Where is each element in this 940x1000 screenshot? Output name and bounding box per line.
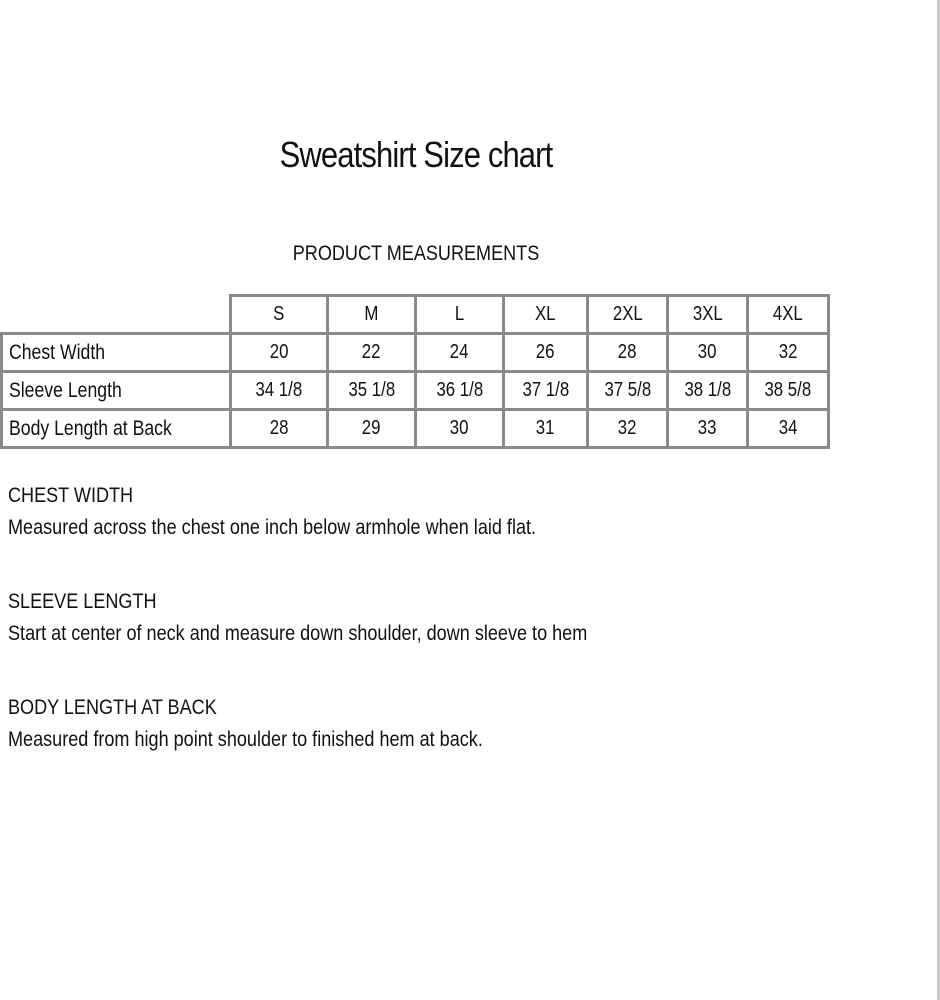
- table-cell: 20: [231, 334, 328, 372]
- table-header-row: [2, 296, 829, 334]
- row-label-body-length: Body Length at Back: [2, 410, 231, 448]
- row-label-sleeve-length: Sleeve Length: [2, 372, 231, 410]
- table-cell: 38 5/8: [748, 372, 829, 410]
- table-cell: 31: [504, 410, 588, 448]
- table-row-body-length: [2, 410, 829, 448]
- table-cell: 37 1/8: [504, 372, 588, 410]
- table-cell: 30: [416, 410, 504, 448]
- table-cell: 35 1/8: [328, 372, 416, 410]
- page-title: Sweatshirt Size chart: [279, 134, 553, 175]
- size-chart-table: [0, 294, 830, 449]
- table-cell: 28: [231, 410, 328, 448]
- table-cell: 32: [748, 334, 829, 372]
- size-header-3xl: 3XL: [668, 296, 748, 334]
- body-length-section: [8, 696, 908, 752]
- sleeve-length-section: [8, 590, 908, 646]
- size-header-4xl: 4XL: [748, 296, 829, 334]
- chest-width-description: Measured across the chest one inch below armhole when laid flat.: [8, 516, 537, 539]
- table-row-sleeve-length: [2, 372, 829, 410]
- table-row-chest-width: [2, 334, 829, 372]
- size-header-l: L: [416, 296, 504, 334]
- body-length-heading: BODY LENGTH AT BACK: [8, 696, 217, 719]
- sleeve-length-description: Start at center of neck and measure down shoulder, down sleeve to hem: [8, 622, 588, 645]
- size-header-xl: XL: [504, 296, 588, 334]
- table-cell: 29: [328, 410, 416, 448]
- table-cell: 24: [416, 334, 504, 372]
- table-cell: 38 1/8: [668, 372, 748, 410]
- row-label-chest-width: Chest Width: [2, 334, 231, 372]
- table-cell: 34 1/8: [231, 372, 328, 410]
- table-cell: 34: [748, 410, 829, 448]
- table-cell: 33: [668, 410, 748, 448]
- size-header-2xl: 2XL: [588, 296, 668, 334]
- table-cell: 37 5/8: [588, 372, 668, 410]
- table-corner-cell: [2, 296, 231, 334]
- table-cell: 26: [504, 334, 588, 372]
- page-subtitle: PRODUCT MEASUREMENTS: [292, 242, 540, 265]
- size-header-s: S: [231, 296, 328, 334]
- size-header-m: M: [328, 296, 416, 334]
- body-length-description: Measured from high point shoulder to finished hem at back.: [8, 728, 483, 751]
- table-cell: 22: [328, 334, 416, 372]
- chest-width-heading: CHEST WIDTH: [8, 484, 134, 507]
- table-cell: 30: [668, 334, 748, 372]
- table-cell: 32: [588, 410, 668, 448]
- sleeve-length-heading: SLEEVE LENGTH: [8, 590, 157, 613]
- table-cell: 36 1/8: [416, 372, 504, 410]
- table-cell: 28: [588, 334, 668, 372]
- chest-width-section: [8, 484, 908, 540]
